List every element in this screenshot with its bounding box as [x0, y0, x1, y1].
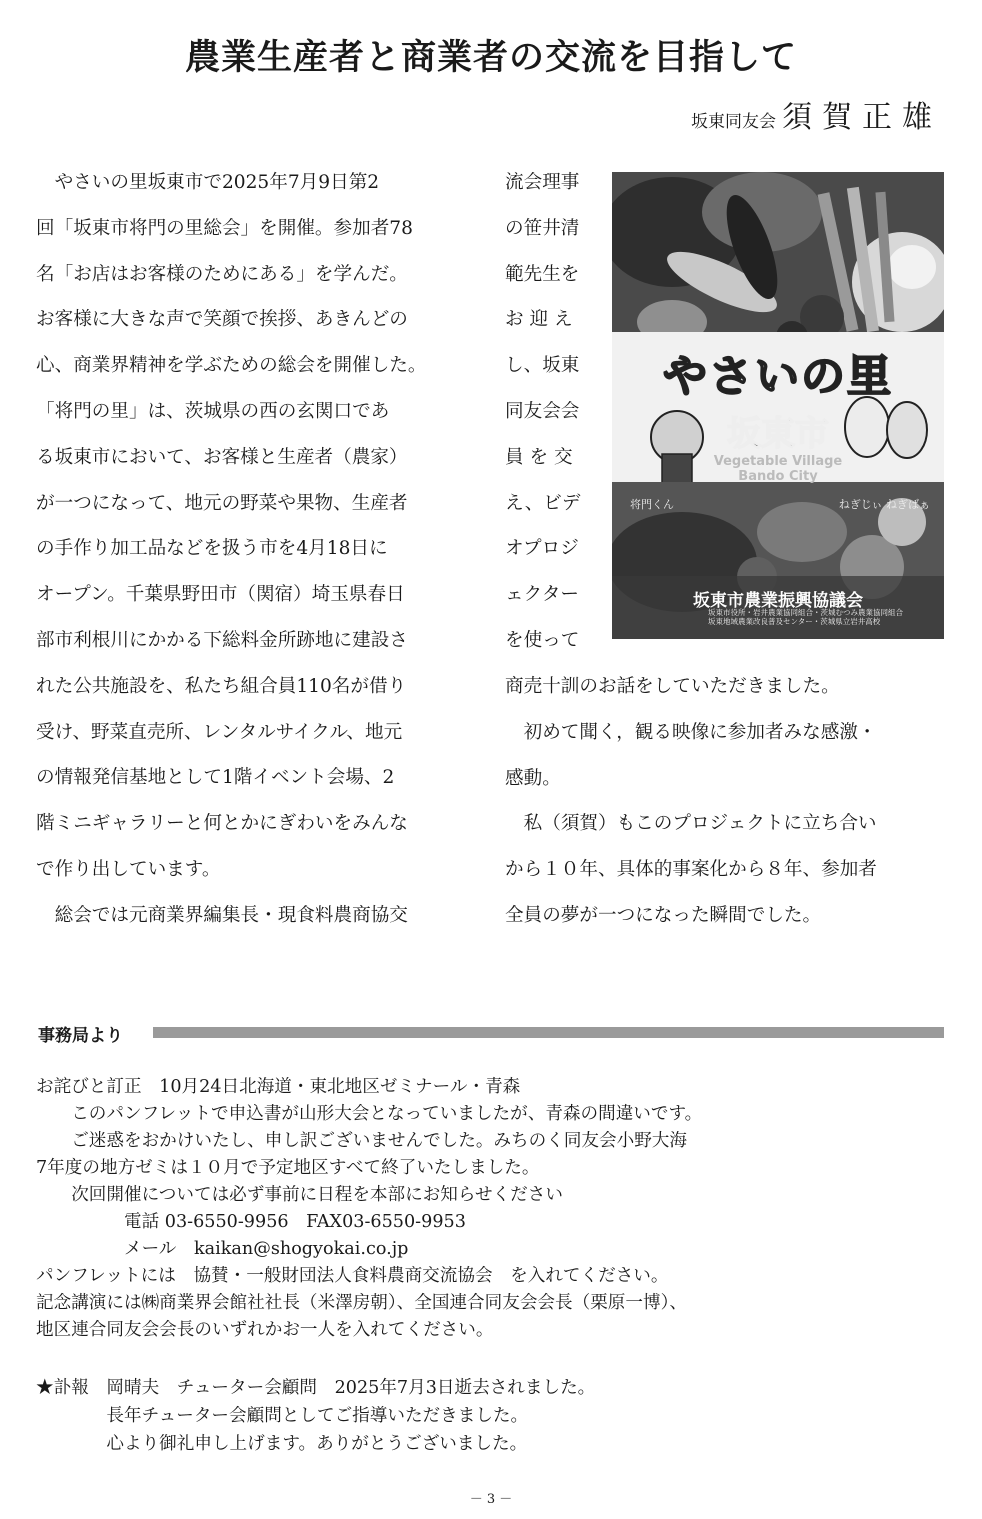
- text-line: お 迎 え: [505, 309, 573, 331]
- author-name: 須賀正雄: [782, 100, 942, 135]
- article-column-left: [36, 160, 478, 939]
- text-line: 「将門の里」は、茨城県の西の玄関口であ: [36, 400, 390, 422]
- text-line: 員 を 交: [505, 446, 573, 468]
- page-number: － 3 －: [469, 1492, 513, 1507]
- text-line: ェクター: [505, 584, 580, 606]
- text-line: お客様に大きな声で笑顔で挨拶、あきんどの: [36, 309, 408, 331]
- text-line: 商売十訓のお話をしていただきました。: [505, 676, 840, 697]
- notice-line: 記念講演には㈱商業界会館社社長（米澤房朝）、全国連合同友会会長（栗原一博）、: [36, 1293, 687, 1313]
- poster-members-line: 坂東地域農業改良普及センター・茨城県立岩井高校: [708, 617, 881, 626]
- text-line: の手作り加工品などを扱う市を4月18日に: [36, 538, 388, 560]
- office-notices: [36, 1074, 956, 1344]
- text-line: れた公共施設を、私たち組合員110名が借り: [36, 675, 407, 697]
- poster-english-line: Bando City: [738, 469, 818, 484]
- text-line: し、坂東: [505, 355, 580, 377]
- text-line: 初めて聞く，観る映像に参加者みな感激・: [505, 721, 877, 743]
- obituary-line: 心より御礼申し上げます。ありがとうございました。: [36, 1434, 528, 1454]
- notice-line: 次回開催については必ず事前に日程を本部にお知らせください: [36, 1185, 563, 1205]
- email-line: メール kaikan@shogyokai.co.jp: [36, 1239, 409, 1259]
- obituary-notice: [36, 1374, 956, 1458]
- notice-line: ご迷惑をおかけいたし、申し訳ございませんでした。みちのく同友会小野大海: [36, 1131, 687, 1151]
- text-line: を使って: [505, 629, 580, 651]
- obituary-line: ★訃報 岡晴夫 チューター会顧問 2025年7月3日逝去されました。: [36, 1378, 596, 1398]
- byline: [691, 92, 942, 136]
- notice-line: パンフレットには 協賛・一般財団法人食料農商交流協会 を入れてください。: [36, 1266, 669, 1286]
- text-line: 範先生を: [505, 263, 580, 285]
- notice-line: 7年度の地方ゼミは１０月で予定地区すべて終了いたしました。: [36, 1158, 540, 1178]
- notice-line: このパンフレットで申込書が山形大会となっていましたが、青森の間違いです。: [36, 1104, 703, 1124]
- poster-right-character: ねぎじぃ ねぎばぁ: [838, 498, 930, 511]
- poster-members-line: 坂東市役所・岩井農業協同組合・茨城むつみ農業協同組合: [708, 608, 903, 617]
- text-line: 感動。: [505, 767, 561, 789]
- text-line: る坂東市において、お客様と生産者（農家）: [36, 446, 408, 468]
- section-heading-rule: [153, 1027, 944, 1038]
- vegetable-village-poster: [612, 172, 944, 639]
- notice-line: 地区連合同友会会長のいずれかお一人を入れてください。: [36, 1320, 494, 1340]
- text-line: やさいの里坂東市で2025年7月9日第2: [36, 172, 380, 193]
- text-line: で作り出しています。: [36, 858, 221, 880]
- text-line: オプロジ: [505, 538, 579, 560]
- text-line: オープン。千葉県野田市（関宿）埼玉県春日: [36, 584, 405, 606]
- notice-line: お詫びと訂正 10月24日北海道・東北地区ゼミナール・青森: [36, 1077, 521, 1097]
- text-line: 流会理事: [505, 172, 580, 193]
- text-line: 部市利根川にかかる下総料金所跡地に建設さ: [36, 629, 408, 651]
- text-line: の情報発信基地として1階イベント会場、2: [36, 767, 395, 789]
- article-column-narrow: [505, 160, 595, 664]
- section-heading: [38, 1021, 944, 1045]
- text-line: が一つになって、地元の野菜や果物、生産者: [36, 492, 408, 514]
- author-group: 坂東同友会: [691, 112, 776, 132]
- poster-left-character: 将門くん: [630, 498, 674, 511]
- text-line: の笹井清: [505, 217, 580, 239]
- obituary-line: 長年チューター会顧問としてご指導いただきました。: [36, 1406, 529, 1426]
- poster-english: [612, 454, 944, 484]
- section-heading-label: 事務局より: [38, 1026, 123, 1046]
- text-line: 全員の夢が一つになった瞬間でした。: [505, 904, 822, 926]
- phone-fax-line: 電話 03-6550-9956 FAX03-6550-9953: [36, 1212, 466, 1232]
- text-line: 同友会会: [505, 400, 580, 422]
- poster-title: やさいの里: [663, 351, 893, 402]
- text-line: 回「坂東市将門の里総会」を開催。参加者78: [36, 217, 413, 239]
- article-column-right: [505, 664, 950, 939]
- article-title: 農業生産者と商業者の交流を目指して: [184, 38, 797, 78]
- text-line: 名「お店はお客様のためにある」を学んだ。: [36, 263, 408, 285]
- poster-organization: 坂東市農業振興協議会: [693, 591, 863, 611]
- text-line: 心、商業界精神を学ぶための総会を開催した。: [36, 355, 427, 377]
- text-line: 私（須賀）もこのプロジェクトに立ち合い: [505, 813, 877, 835]
- text-line: 総会では元商業界編集長・現食料農商協交: [36, 904, 408, 926]
- poster-members: [708, 608, 938, 626]
- text-line: 受け、野菜直売所、レンタルサイクル、地元: [36, 721, 403, 743]
- text-line: え、ビデ: [505, 492, 581, 514]
- text-line: から１０年、具体的事案化から８年、参加者: [505, 859, 877, 881]
- poster-english-line: Vegetable Village: [713, 454, 843, 469]
- poster-city: 坂東市: [727, 414, 829, 454]
- text-line: 階ミニギャラリーと何とかにぎわいをみんな: [36, 813, 408, 835]
